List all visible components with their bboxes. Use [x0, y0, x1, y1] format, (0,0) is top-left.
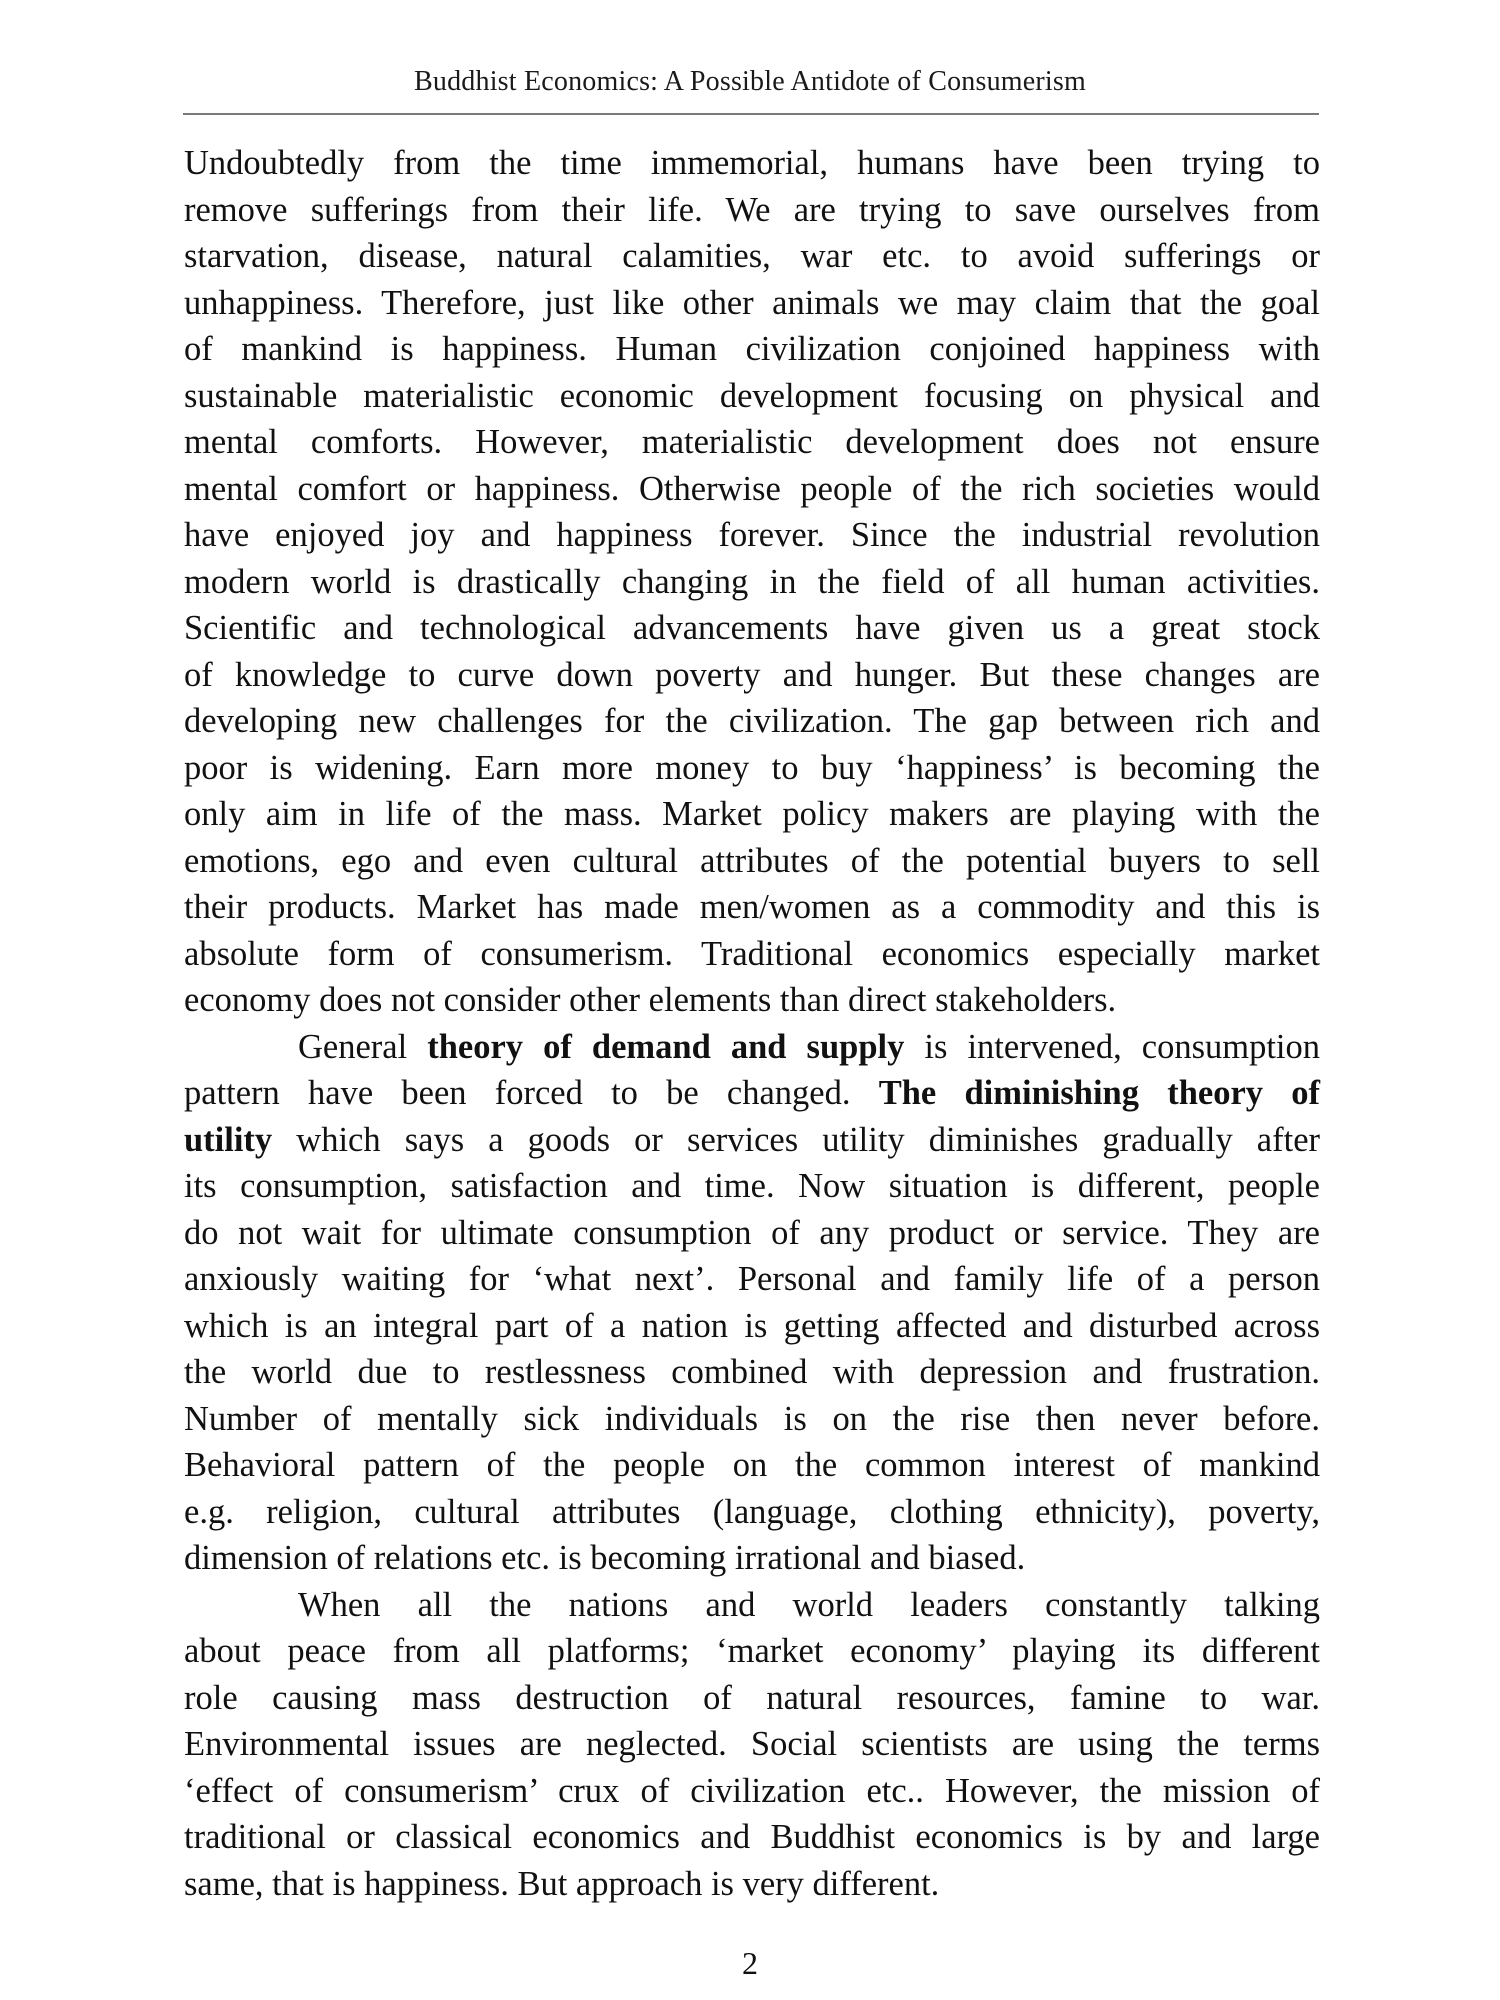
text-line — [184, 931, 1320, 978]
text-run: about peace from all platforms; ‘market economy’ playing its different — [184, 1632, 1320, 1670]
text-run: modern world is drastically changing in the field of all human activities. — [184, 562, 1320, 601]
text-run: of knowledge to curve down poverty and hunger. But these changes are — [184, 655, 1320, 694]
text-line — [184, 652, 1320, 699]
text-line — [184, 1070, 1320, 1117]
text-run: which says a goods or services utility diminishes gradually after — [272, 1120, 1320, 1159]
text-run: of mankind is happiness. Human civilization conjoined happiness with — [184, 330, 1320, 368]
text-run: anxiously waiting for ‘what next’. Personal and family life of a person — [184, 1260, 1320, 1298]
running-header-title: Buddhist Economics: A Possible Antidote of Consumerism — [414, 66, 1086, 97]
text-run: the world due to restlessness combined with depression and frustration. — [184, 1353, 1320, 1391]
text-line — [184, 1861, 1320, 1908]
text-line — [184, 838, 1320, 885]
text-line — [184, 187, 1320, 234]
text-line — [184, 1814, 1320, 1861]
text-line — [184, 233, 1320, 280]
text-line — [184, 466, 1320, 513]
text-run: only aim in life of the mass. Market policy makers are playing with the — [184, 795, 1320, 833]
text-line — [184, 1303, 1320, 1350]
text-line — [184, 1396, 1320, 1443]
paragraph-1 — [184, 140, 1320, 1024]
text-run: its consumption, satisfaction and time. Now situation is different, people — [184, 1167, 1320, 1205]
text-run: Number of mentally sick individuals is on the rise then never before. — [184, 1399, 1320, 1438]
text-line — [184, 1117, 1320, 1164]
text-run: Environmental issues are neglected. Social scientists are using the terms — [184, 1725, 1320, 1763]
text-line — [184, 1210, 1320, 1257]
text-line — [184, 559, 1320, 606]
header-divider — [183, 113, 1319, 115]
text-line — [184, 419, 1320, 466]
text-line — [184, 791, 1320, 838]
text-run: economy does not consider other elements than direct stakeholders. — [184, 981, 1117, 1019]
text-run: sustainable materialistic economic development focusing on physical and — [184, 376, 1320, 415]
text-run: mental comforts. However, materialistic development does not ensure — [184, 423, 1320, 461]
text-run: do not wait for ultimate consumption of any product or service. They are — [184, 1213, 1320, 1252]
text-line — [184, 1256, 1320, 1303]
text-run: Undoubtedly from the time immemorial, humans have been trying to — [184, 144, 1320, 182]
text-line — [184, 1582, 1320, 1629]
text-line — [184, 1675, 1320, 1722]
text-line — [184, 1535, 1320, 1582]
bold-term: utility — [184, 1120, 273, 1159]
text-run: mental comfort or happiness. Otherwise people of the rich societies would — [184, 469, 1320, 508]
text-line — [184, 698, 1320, 745]
text-run: traditional or classical economics and Buddhist economics is by and large — [184, 1818, 1320, 1856]
paragraph-2 — [184, 1024, 1320, 1582]
text-line — [184, 884, 1320, 931]
text-line — [184, 1721, 1320, 1768]
text-line — [184, 373, 1320, 420]
text-run: unhappiness. Therefore, just like other animals we may claim that the goal — [184, 283, 1320, 322]
text-run: pattern have been forced to be changed. — [184, 1074, 879, 1112]
text-run: absolute form of consumerism. Traditional economics especially market — [184, 934, 1320, 973]
page-body-text — [184, 140, 1320, 1907]
text-run: General — [298, 1027, 428, 1066]
text-line — [184, 140, 1320, 187]
paragraph-3 — [184, 1582, 1320, 1908]
text-line — [184, 1442, 1320, 1489]
bold-term: theory of demand and supply — [427, 1027, 905, 1066]
text-run: poor is widening. Earn more money to buy ‘happiness’ is becoming the — [184, 748, 1320, 787]
text-run: e.g. religion, cultural attributes (language, clothing ethnicity), poverty, — [184, 1492, 1320, 1531]
text-run: ‘effect of consumerism’ crux of civilization etc.. However, the mission of — [184, 1771, 1320, 1810]
text-line — [184, 1349, 1320, 1396]
text-run: role causing mass destruction of natural resources, famine to war. — [184, 1678, 1320, 1717]
text-line — [184, 326, 1320, 373]
text-run: When all the nations and world leaders constantly talking — [298, 1585, 1320, 1624]
text-run: emotions, ego and even cultural attributes of the potential buyers to sell — [184, 841, 1320, 880]
text-run: starvation, disease, natural calamities, war etc. to avoid sufferings or — [184, 237, 1320, 275]
text-run: Behavioral pattern of the people on the common interest of mankind — [184, 1446, 1320, 1484]
text-line — [184, 280, 1320, 327]
bold-term: The diminishing theory of — [878, 1074, 1320, 1112]
text-run: remove sufferings from their life. We are trying to save ourselves from — [184, 190, 1320, 229]
text-line — [184, 512, 1320, 559]
text-line — [184, 1163, 1320, 1210]
text-run: dimension of relations etc. is becoming irrational and biased. — [184, 1539, 1026, 1577]
text-run: their products. Market has made men/women as a commodity and this is — [184, 888, 1320, 926]
text-run: developing new challenges for the civilization. The gap between rich and — [184, 702, 1320, 740]
text-run: Scientific and technological advancements have given us a great stock — [184, 609, 1320, 647]
text-line — [184, 977, 1320, 1024]
text-line — [184, 605, 1320, 652]
text-line — [184, 1489, 1320, 1536]
text-line — [184, 1628, 1320, 1675]
text-run: is intervened, consumption — [904, 1027, 1320, 1066]
text-run: which is an integral part of a nation is getting affected and disturbed across — [184, 1306, 1320, 1345]
text-line — [184, 745, 1320, 792]
text-line — [184, 1024, 1320, 1071]
text-line — [184, 1768, 1320, 1815]
text-run: have enjoyed joy and happiness forever. Since the industrial revolution — [184, 516, 1320, 554]
page-number: 2 — [742, 1945, 758, 1981]
text-run: same, that is happiness. But approach is very different. — [184, 1864, 940, 1903]
